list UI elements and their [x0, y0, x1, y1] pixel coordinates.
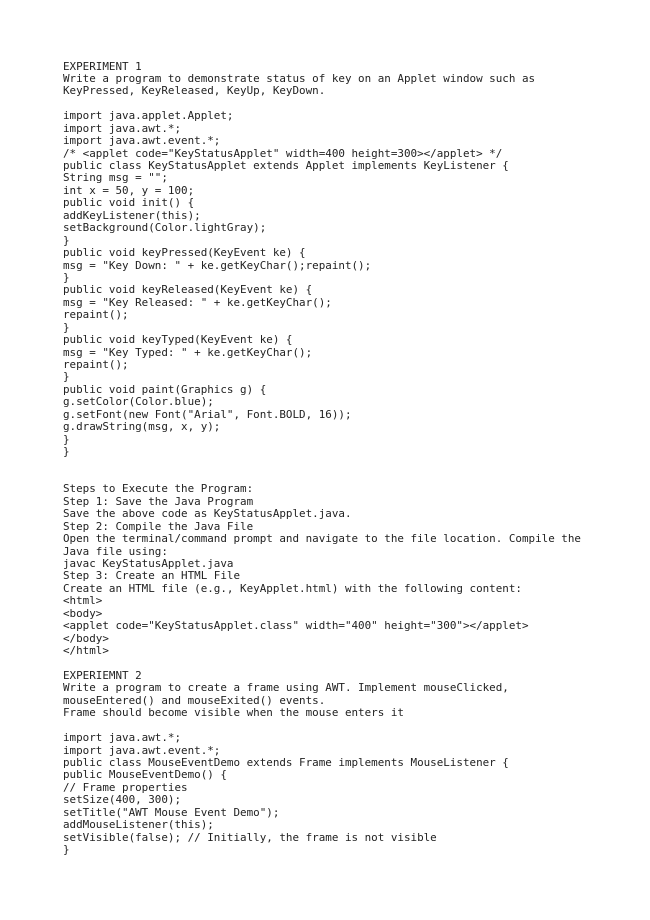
- step-line: Save the above code as KeyStatusApplet.java.: [63, 507, 352, 521]
- code-line: msg = "Key Released: " + ke.getKeyChar();: [63, 295, 332, 309]
- step-line: <applet code="KeyStatusApplet.class" width="400" height="300"></applet>: [63, 619, 529, 633]
- experiment-2-heading: EXPERIEMNT 2: [63, 668, 142, 682]
- code-line: import java.awt.event.*;: [63, 134, 221, 148]
- code-line: // Frame properties: [63, 780, 188, 794]
- code-line: g.setFont(new Font("Arial", Font.BOLD, 16));: [63, 407, 352, 421]
- step-line: <body>: [63, 606, 103, 620]
- code-line: /* <applet code="KeyStatusApplet" width=400 height=300></applet> */: [63, 146, 503, 160]
- code-line: public class KeyStatusApplet extends Applet implements KeyListener {: [63, 159, 509, 172]
- code-line: addKeyListener(this);: [63, 208, 201, 222]
- code-line: msg = "Key Typed: " + ke.getKeyChar();: [63, 345, 313, 359]
- code-line: }: [63, 233, 70, 247]
- code-line: import java.awt.*;: [63, 121, 182, 135]
- experiment-1-section: [63, 61, 643, 658]
- code-line: import java.applet.Applet;: [63, 109, 234, 123]
- step-line: <html>: [63, 594, 103, 608]
- code-line: setSize(400, 300);: [63, 793, 182, 807]
- code-line: setVisible(false); // Initially, the frame is not visible: [63, 830, 437, 844]
- code-line: }: [63, 445, 70, 459]
- code-line: setBackground(Color.lightGray);: [63, 221, 267, 235]
- code-line: repaint();: [63, 358, 129, 371]
- experiment-1-heading: EXPERIMENT 1: [63, 59, 142, 73]
- experiment-2-description-line: Write a program to create a frame using AWT. Implement mouseClicked,: [63, 681, 509, 695]
- code-line: msg = "Key Down: " + ke.getKeyChar();repaint();: [63, 258, 372, 272]
- step-line: Create an HTML file (e.g., KeyApplet.html) with the following content:: [63, 581, 522, 595]
- step-line: Java file using:: [63, 544, 168, 558]
- experiment-1-description-line: Write a program to demonstrate status of key on an Applet window such as: [63, 71, 536, 85]
- experiment-1-description-line: KeyPressed, KeyReleased, KeyUp, KeyDown.: [63, 84, 326, 98]
- step-line: Step 1: Save the Java Program: [63, 494, 254, 508]
- experiment-1-code-block: [63, 110, 643, 458]
- step-line: </body>: [63, 631, 109, 645]
- code-line: addMouseListener(this);: [63, 818, 214, 832]
- code-line: String msg = "";: [63, 171, 168, 185]
- spacer: [63, 459, 643, 471]
- step-line: javac KeyStatusApplet.java: [63, 557, 234, 570]
- code-line: }: [63, 270, 70, 284]
- code-line: public void paint(Graphics g) {: [63, 382, 267, 396]
- document-page: [63, 61, 643, 857]
- code-line: setTitle("AWT Mouse Event Demo");: [63, 805, 280, 819]
- code-line: import java.awt.*;: [63, 731, 182, 745]
- execution-steps: [63, 483, 643, 657]
- step-line: Step 2: Compile the Java File: [63, 519, 254, 533]
- code-line: repaint();: [63, 308, 129, 322]
- code-line: public void keyTyped(KeyEvent ke) {: [63, 333, 293, 347]
- code-line: public void keyReleased(KeyEvent ke) {: [63, 283, 313, 297]
- code-line: g.drawString(msg, x, y);: [63, 420, 221, 434]
- step-line: Open the terminal/command prompt and navigate to the file location. Compile the: [63, 532, 581, 546]
- experiment-2-code-block: [63, 732, 643, 856]
- code-line: }: [63, 320, 70, 334]
- code-line: import java.awt.event.*;: [63, 743, 221, 757]
- code-line: }: [63, 432, 70, 446]
- experiment-2-description-line: Frame should become visible when the mouse enters it: [63, 706, 404, 720]
- code-line: public class MouseEventDemo extends Frame implements MouseListener {: [63, 756, 509, 769]
- code-line: }: [63, 843, 70, 857]
- code-line: int x = 50, y = 100;: [63, 183, 195, 197]
- steps-heading: Steps to Execute the Program:: [63, 482, 254, 496]
- code-line: public void init() {: [63, 196, 195, 210]
- experiment-2-description-line: mouseEntered() and mouseExited() events.: [63, 693, 326, 707]
- step-line: </html>: [63, 644, 109, 658]
- code-line: public void keyPressed(KeyEvent ke) {: [63, 246, 306, 260]
- code-line: g.setColor(Color.blue);: [63, 395, 214, 409]
- experiment-2-section: [63, 670, 643, 857]
- code-line: }: [63, 370, 70, 384]
- step-line: Step 3: Create an HTML File: [63, 569, 241, 583]
- spacer: [63, 658, 643, 670]
- code-line: public MouseEventDemo() {: [63, 768, 227, 782]
